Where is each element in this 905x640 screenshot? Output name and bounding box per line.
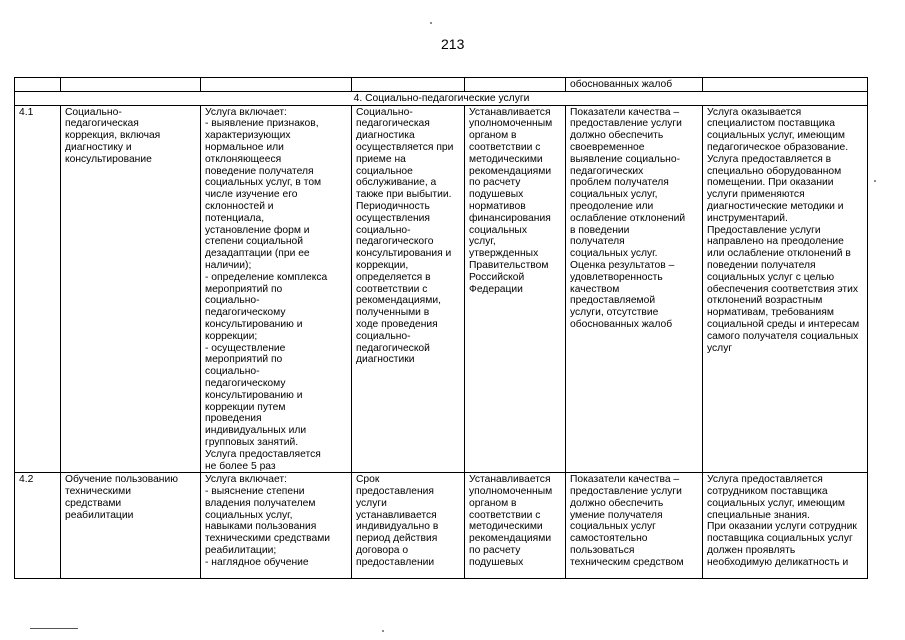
table-row-continuation: [15, 78, 868, 92]
service-tariff: Устанавливается уполномоченным органом в соответствии с методическими рекомендациями по расчету подушевых: [465, 473, 566, 579]
service-content: Услуга включает: - выявление признаков, характеризующих нормальное или отклоняющееся поведение получателя социальных услуг, в том числе изучение его склонностей и потенциала, установление форм и степени социальной дезадаптации (при ее наличии); - определение комплекса мероприятий по социально- педагогическому консультированию и коррекции; - осуществление мероприятий по социально- педагогическому консультированию и коррекции путем проведения индивидуальных или групповых занятий. Услуга предоставляется не более 5 раз: [201, 105, 352, 473]
table-row: [15, 473, 868, 579]
service-quality: Показатели качества – предоставление услуги должно обеспечить умение получателя социальных услуг самостоятельно пользоваться техническим средством: [566, 473, 703, 579]
table-cell: [465, 78, 566, 92]
section-header-row: [15, 91, 868, 105]
service-name: Социально- педагогическая коррекция, включая диагностику и консультирование: [61, 105, 201, 473]
service-content: Услуга включает: - выяснение степени владения получателем социальных услуг, навыками пользования техническими средствами реабилитации; - наглядное обучение: [201, 473, 352, 579]
table-cell-quality: обоснованных жалоб: [566, 78, 703, 92]
table-cell: [352, 78, 465, 92]
table-cell: [15, 78, 61, 92]
service-quality: Показатели качества – предоставление услуги должно обеспечить своевременное выявление социально- педагогических проблем получателя социальных услуг, преодоление или ослабление отклонений в поведении получателя социальных услуг. Оценка результатов – удовлетворенность качеством предоставляемой услуги, отсутствие обоснованных жалоб: [566, 105, 703, 473]
service-term: Социально- педагогическая диагностика осуществляется при приеме на социальное обслуживание, а также при выбытии. Периодичность осуществления социально- педагогического консультирования и коррекции, определяется в соответствии с рекомендациями, полученными в ходе проведения социально- педагогической диагностики: [352, 105, 465, 473]
page-number: 213: [441, 36, 465, 52]
table-cell: [201, 78, 352, 92]
scan-artifact-dot: [874, 180, 876, 182]
service-name: Обучение пользованию техническими средствами реабилитации: [61, 473, 201, 579]
service-conditions: Услуга предоставляется сотрудником поставщика социальных услуг, имеющим специальные знания. При оказании услуги сотрудник поставщика социальных услуг должен проявлять необходимую деликатность и: [703, 473, 868, 579]
table-cell: [61, 78, 201, 92]
scan-artifact-dot: [382, 630, 384, 632]
service-tariff: Устанавливается уполномоченным органом в соответствии с методическими рекомендациями по расчету подушевых нормативов финансирования социальных услуг, утвержденных Правительством Российской Федерации: [465, 105, 566, 473]
table-cell: [703, 78, 868, 92]
service-term: Срок предоставления услуги устанавливается индивидуально в период действия договора о предоставлении: [352, 473, 465, 579]
row-number: 4.2: [15, 473, 61, 579]
section-header: 4. Социально-педагогические услуги: [15, 91, 868, 105]
services-table: [14, 77, 868, 579]
scan-artifact-line: [30, 628, 78, 629]
service-conditions: Услуга оказывается специалистом поставщика социальных услуг, имеющим педагогическое образование. Услуга предоставляется в специально оборудованном помещении. При оказании услуги применяются диагностические методики и инструментарий. Предоставление услуги направлено на преодоление или ослабление отклонений в поведении получателя социальных услуг с целью обеспечения соответствия этих отклонений возрастным нормативам, требованиям социальной среды и интересам самого получателя социальных услуг: [703, 105, 868, 473]
row-number: 4.1: [15, 105, 61, 473]
table-row: [15, 105, 868, 473]
scan-artifact-dot: [430, 22, 432, 24]
